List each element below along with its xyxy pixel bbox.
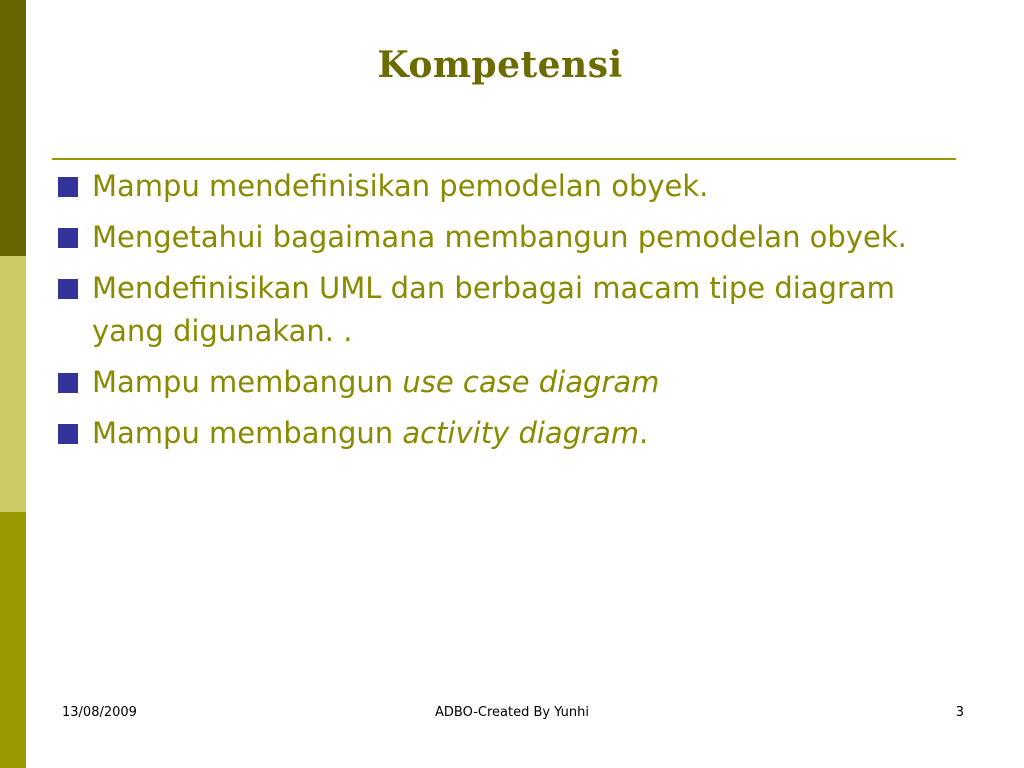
bullet-item bbox=[56, 361, 956, 404]
accent-bar-bottom bbox=[0, 512, 26, 768]
bullet-text: Mampu membangun bbox=[92, 365, 403, 399]
bullet-item bbox=[56, 216, 956, 259]
bullet-emphasis: use case diagram bbox=[402, 365, 660, 399]
square-bullet-icon bbox=[58, 373, 78, 393]
bullet-item bbox=[56, 267, 956, 353]
bullet-text: Mendefinisikan UML dan berbagai macam tipe diagram yang digunakan. . bbox=[92, 271, 895, 348]
bullet-suffix: . bbox=[639, 416, 649, 450]
accent-bar-top bbox=[0, 0, 26, 256]
square-bullet-icon bbox=[58, 228, 78, 248]
footer-author: ADBO-Created By Yunhi bbox=[435, 705, 589, 720]
bullet-item bbox=[56, 412, 956, 455]
bullet-item bbox=[56, 165, 956, 208]
slide-title: Kompetensi bbox=[377, 44, 623, 86]
title-divider bbox=[52, 158, 956, 160]
square-bullet-icon bbox=[58, 279, 78, 299]
footer-date: 13/08/2009 bbox=[62, 705, 137, 720]
bullet-text: Mampu membangun bbox=[92, 416, 403, 450]
page-number: 3 bbox=[955, 705, 964, 720]
square-bullet-icon bbox=[58, 177, 78, 197]
bullet-emphasis: activity diagram bbox=[402, 416, 640, 450]
bullet-text: Mampu mendefinisikan pemodelan obyek. bbox=[92, 169, 709, 203]
accent-bar-middle bbox=[0, 256, 26, 512]
bullet-text: Mengetahui bagaimana membangun pemodelan obyek. bbox=[92, 220, 907, 254]
square-bullet-icon bbox=[58, 424, 78, 444]
bullet-list bbox=[56, 165, 956, 463]
